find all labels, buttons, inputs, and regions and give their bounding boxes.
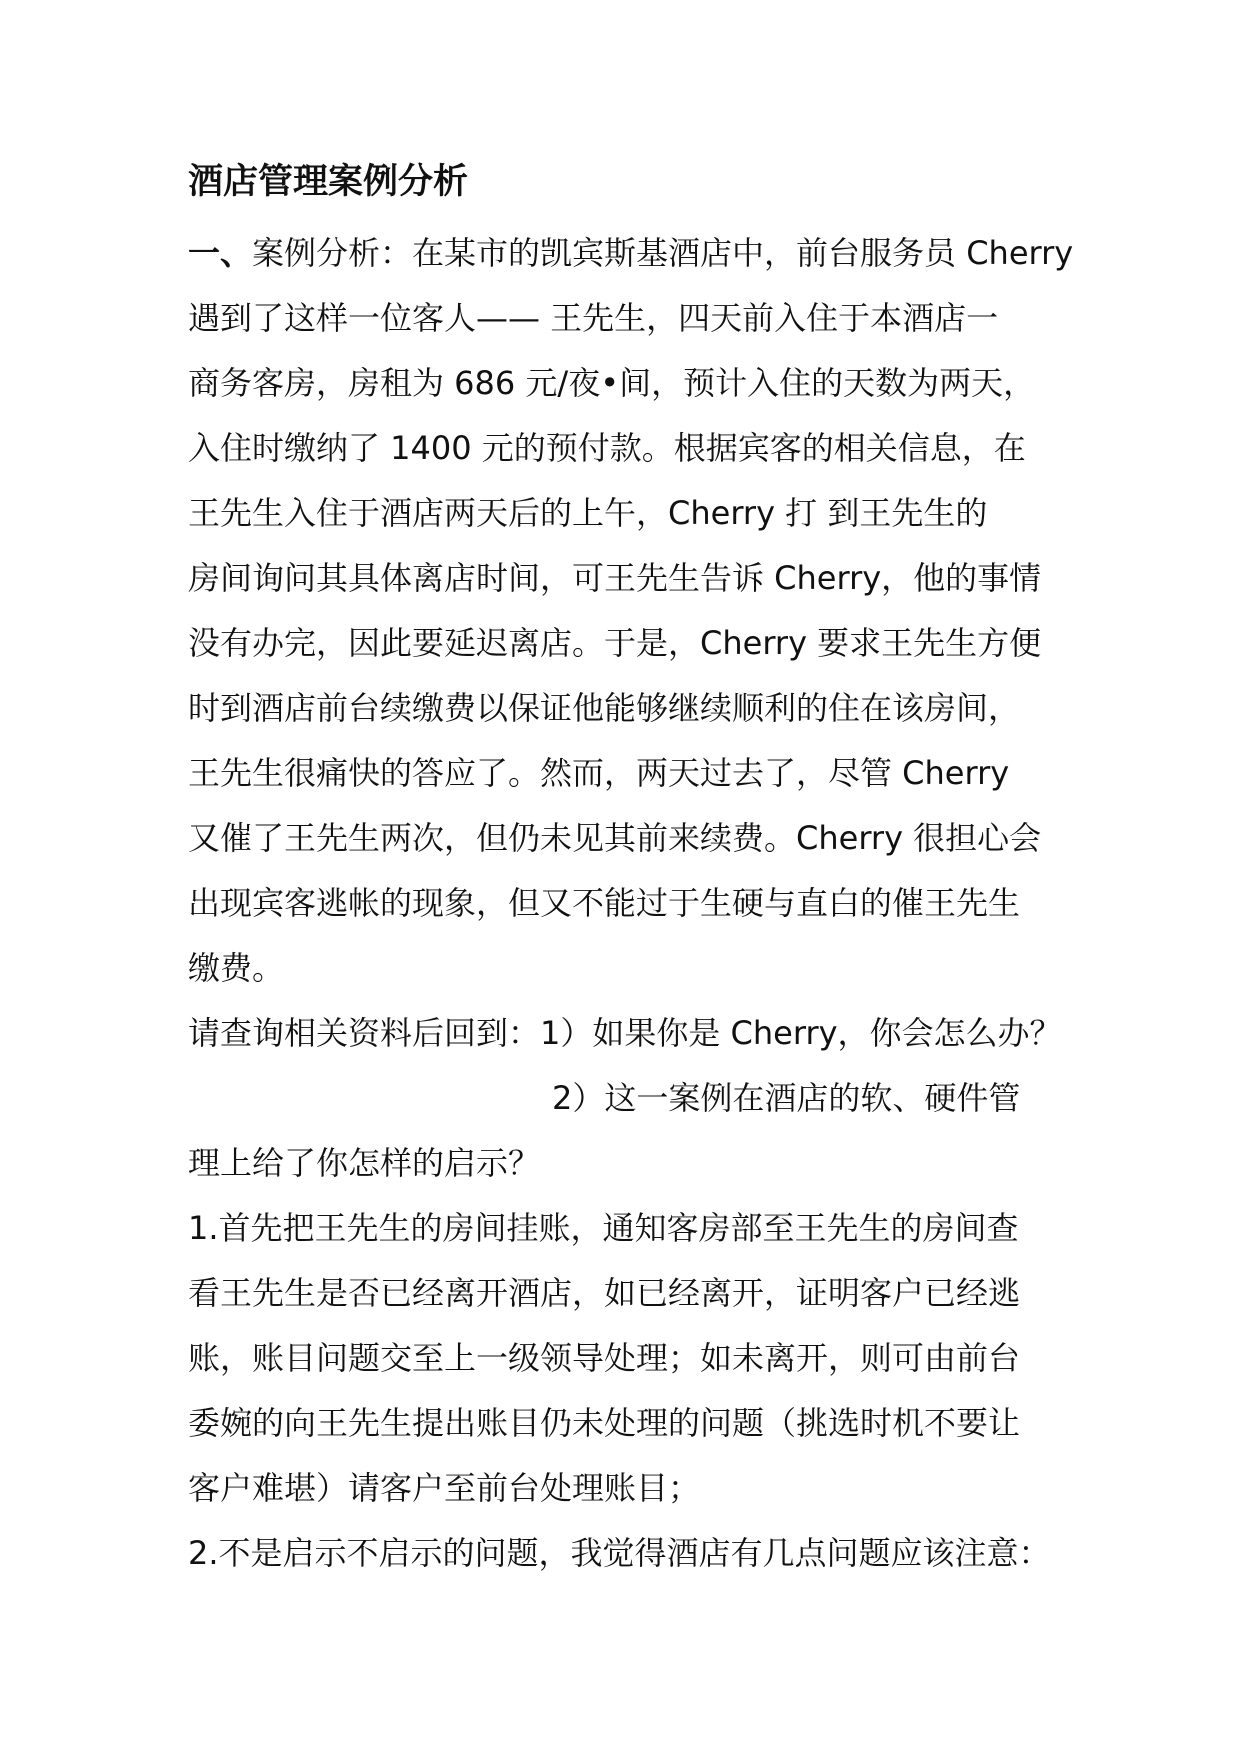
question-line: 2）这一案例在酒店的软、硬件管 <box>552 1079 1021 1117</box>
paragraph-line: 遇到了这样一位客人—— 王先生，四天前入住于本酒店一 <box>188 299 999 337</box>
answer-line: 2.不是启示不启示的问题，我觉得酒店有几点问题应该注意： <box>188 1534 1051 1572</box>
paragraph-line: 没有办完，因此要延迟离店。于是，Cherry 要求王先生方便 <box>188 624 1042 662</box>
section-number: 一、 <box>188 234 253 272</box>
answer-line: 委婉的向王先生提出账目仍未处理的问题（挑选时机不要让 <box>188 1404 1021 1442</box>
question-line: 理上给了你怎样的启示？ <box>188 1144 541 1182</box>
answer-line: 1.首先把王先生的房间挂账，通知客房部至王先生的房间查 <box>188 1209 1019 1247</box>
paragraph-line: 房间询问其具体离店时间，可王先生告诉 Cherry，他的事情 <box>188 559 1042 597</box>
paragraph-line: 缴费。 <box>188 949 285 987</box>
paragraph-line: 王先生入住于酒店两天后的上午，Cherry 打 到王先生的 <box>188 494 988 532</box>
paragraph-line <box>188 231 1074 275</box>
paragraph-line: 商务客房，房租为 686 元/夜•间，预计入住的天数为两天， <box>188 364 1036 402</box>
paragraph-line: 时到酒店前台续缴费以保证他能够继续顺利的住在该房间， <box>188 689 1021 727</box>
paragraph-line: 王先生很痛快的答应了。然而，两天过去了，尽管 Cherry <box>188 754 1010 792</box>
document-title: 酒店管理案例分析 <box>188 161 469 202</box>
line-text: 案例分析：在某市的凯宾斯基酒店中，前台服务员 Cherry <box>252 234 1074 272</box>
answer-line: 看王先生是否已经离开酒店，如已经离开，证明客户已经逃 <box>188 1274 1021 1312</box>
paragraph-line: 又催了王先生两次，但仍未见其前来续费。Cherry 很担心会 <box>188 819 1042 857</box>
paragraph-line: 出现宾客逃帐的现象，但又不能过于生硬与直白的催王先生 <box>188 884 1021 922</box>
answer-line: 客户难堪）请客户至前台处理账目； <box>188 1469 701 1507</box>
answer-line: 账，账目问题交至上一级领导处理；如未离开，则可由前台 <box>188 1339 1021 1377</box>
paragraph-line: 入住时缴纳了 1400 元的预付款。根据宾客的相关信息，在 <box>188 429 1026 467</box>
question-line: 请查询相关资料后回到：1）如果你是 Cherry，你会怎么办？ <box>188 1014 1062 1052</box>
